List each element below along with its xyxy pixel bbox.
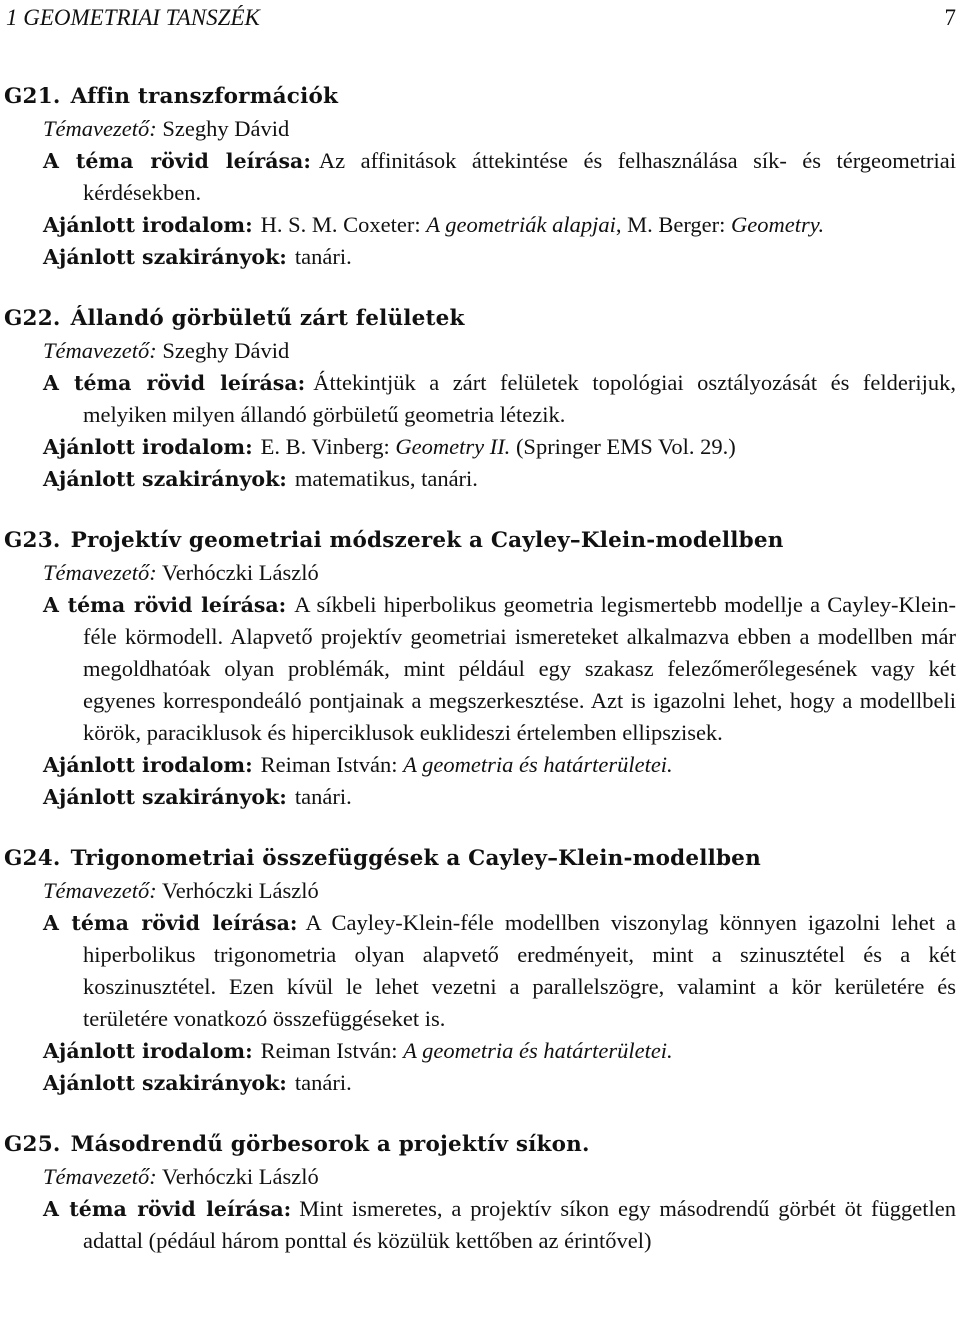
topic-title (4, 843, 956, 875)
description-line (4, 907, 956, 1035)
literature-author: Reiman István: (260, 1038, 398, 1063)
literature-note: (Springer EMS Vol. 29.) (515, 434, 736, 459)
description-line (4, 1193, 956, 1257)
description-line (4, 589, 956, 749)
topic-entry (4, 843, 956, 1099)
tracks-line (4, 1067, 956, 1099)
supervisor-name: Verhóczki László (161, 560, 319, 585)
literature-title: A geometria és határterületei. (403, 752, 673, 777)
supervisor-line (4, 1161, 956, 1193)
literature-author: H. S. M. Coxeter: (260, 212, 421, 237)
tracks-line (4, 463, 956, 495)
topic-title-text: Affin transzformációk (70, 84, 339, 109)
description-text: Áttekintjük a zárt felületek topológiai osztályozását és felderijuk, melyiken milyen állandó görbületű geometria létezik. (83, 370, 957, 427)
literature-line (4, 1035, 956, 1067)
literature-label: Ajánlott irodalom: (43, 753, 253, 777)
description-label: A téma rövid leírása: (43, 1197, 292, 1221)
description-label: A téma rövid leírása: (43, 149, 311, 173)
topic-entry (4, 81, 956, 273)
supervisor-line (4, 113, 956, 145)
tracks-label: Ajánlott szakirányok: (43, 467, 287, 491)
supervisor-label: Témavezető: (43, 338, 157, 363)
tracks-text: matematikus, tanári. (294, 466, 478, 491)
topic-entry (4, 1129, 956, 1257)
description-label: A téma rövid leírása: (43, 911, 298, 935)
literature-label: Ajánlott irodalom: (43, 213, 253, 237)
description-label: A téma rövid leírása: (43, 593, 287, 617)
running-header (4, 0, 956, 34)
supervisor-line (4, 335, 956, 367)
topic-title (4, 303, 956, 335)
document-page (4, 0, 956, 1257)
topic-code: G24. (4, 846, 61, 871)
literature-author: Reiman István: (260, 752, 398, 777)
supervisor-name: Szeghy Dávid (162, 116, 290, 141)
supervisor-line (4, 875, 956, 907)
topic-title-text: Trigonometriai összefüggések a Cayley–Klein-modellben (70, 846, 761, 871)
literature-label: Ajánlott irodalom: (43, 435, 253, 459)
tracks-line (4, 781, 956, 813)
topic-code: G23. (4, 528, 61, 553)
literature-author: E. B. Vinberg: (260, 434, 390, 459)
literature-title: A geometria és határterületei. (403, 1038, 673, 1063)
literature-title: A geometriák alapjai (426, 212, 616, 237)
tracks-line (4, 241, 956, 273)
tracks-text: tanári. (294, 1070, 352, 1095)
supervisor-name: Verhóczki László (161, 878, 319, 903)
description-text: Mint ismeretes, a projektív síkon egy másodrendű görbét öt független adattal (pédául három ponttal és közülük kettőben az érintővel) (83, 1196, 956, 1253)
supervisor-label: Témavezető: (43, 116, 157, 141)
topic-title-text: Állandó görbületű zárt felületek (70, 306, 465, 331)
supervisor-label: Témavezető: (43, 878, 157, 903)
literature-line (4, 431, 956, 463)
literature-line (4, 749, 956, 781)
supervisor-name: Szeghy Dávid (162, 338, 290, 363)
literature-label: Ajánlott irodalom: (43, 1039, 253, 1063)
topic-title-text: Projektív geometriai módszerek a Cayley–Klein-modellben (70, 528, 784, 553)
topic-title-text: Másodrendű görbesorok a projektív síkon. (70, 1132, 590, 1157)
literature-title-2: Geometry. (731, 212, 825, 237)
supervisor-label: Témavezető: (43, 1164, 157, 1189)
tracks-text: tanári. (294, 244, 352, 269)
description-text: Az affinitások áttekintése és felhasználása sík- és térgeometriai kérdésekben. (83, 148, 956, 205)
topic-entry (4, 303, 956, 495)
tracks-label: Ajánlott szakirányok: (43, 245, 287, 269)
topic-entry (4, 525, 956, 813)
description-text: A Cayley-Klein-féle modellben viszonylag könnyen igazolni lehet a hiperbolikus trigonometria olyan alapvető eredményeit, mint a szinusztétel és a két koszinusztétel. Ezen kívül le lehet vezetni a parallelszögre, valamint a kör kerületére és területére vonatkozó összefüggéseket is. (83, 910, 956, 1031)
description-line (4, 367, 956, 431)
topic-title (4, 81, 956, 113)
topic-code: G21. (4, 84, 61, 109)
literature-author-2: , M. Berger: (615, 212, 726, 237)
topic-title (4, 1129, 956, 1161)
supervisor-label: Témavezető: (43, 560, 157, 585)
description-line (4, 145, 956, 209)
supervisor-line (4, 557, 956, 589)
page-number: 7 (944, 5, 956, 30)
tracks-text: tanári. (294, 784, 352, 809)
topic-code: G22. (4, 306, 61, 331)
topic-code: G25. (4, 1132, 61, 1157)
supervisor-name: Verhóczki László (161, 1164, 319, 1189)
literature-title: Geometry II. (395, 434, 511, 459)
section-heading: 1 GEOMETRIAI TANSZÉK (6, 5, 260, 30)
description-label: A téma rövid leírása: (43, 371, 306, 395)
tracks-label: Ajánlott szakirányok: (43, 1071, 287, 1095)
topic-title (4, 525, 956, 557)
literature-line (4, 209, 956, 241)
description-text: A síkbeli hiperbolikus geometria legismertebb modellje a Cayley-Klein-féle körmodell. Alapvető projektív geometriai ismereteket alkalmazva ebben a modellben már megoldhatóak olyan problémák, mint például egy szakasz felezőmerőlegesének vagy két egyenes korrespondeáló pontjainak a megszerkesztése. Azt is igazolni lehet, hogy a modellbeli körök, paraciklusok és hiperciklusok euklideszi értelemben ellipszisek. (83, 592, 956, 745)
tracks-label: Ajánlott szakirányok: (43, 785, 287, 809)
